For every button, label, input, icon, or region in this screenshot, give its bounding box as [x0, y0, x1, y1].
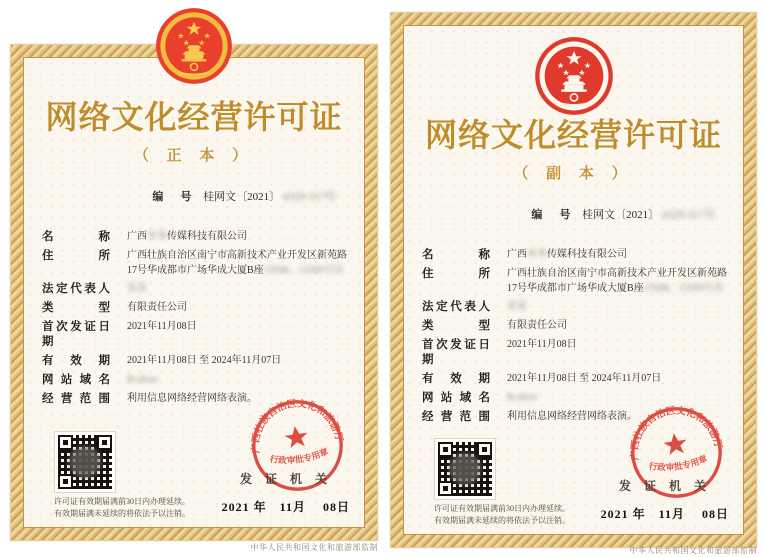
field-value: 某某 — [127, 283, 147, 295]
renewal-note-line2: 有效期届满未延续的将依法予以注销。 — [434, 516, 570, 525]
qr-finder-dot — [443, 486, 448, 491]
field-value: lh.show — [127, 373, 159, 385]
field-row-address — [42, 249, 348, 278]
field-row-legal-rep — [422, 300, 727, 315]
certificate-title: 网络文化经营许可证 — [424, 117, 722, 153]
field-row-type — [422, 319, 727, 334]
field-label: 有效期 — [42, 354, 110, 367]
field-table — [42, 230, 348, 407]
field-value: 2021年11月08日 — [507, 339, 577, 350]
field-value: 2021年11月08日 至 2024年11月07日 — [507, 372, 662, 384]
issue-date: 2021 年 11月 08日 — [221, 500, 350, 514]
license-number-label: 编 号 — [152, 191, 195, 204]
seal-ring-text: 广西壮族自治区文化和旅游厅 — [629, 405, 724, 461]
qr-finder-dot — [63, 440, 68, 445]
license-number-line — [24, 188, 364, 204]
national-emblem-icon — [533, 34, 615, 118]
field-value: 有限责任公司 — [507, 320, 567, 332]
qr-blur-smudge — [68, 445, 102, 479]
certificate-duplicate — [390, 12, 757, 548]
field-label: 首次发证日期 — [422, 339, 490, 366]
license-number-label: 编 号 — [531, 209, 574, 222]
certificate-title: 网络文化经营许可证 — [45, 99, 343, 135]
field-value: 广西壮族自治区南宁市高新技术产业开发区新苑路17号华成都市广场华成大厦B座13508、13509号房 — [127, 250, 347, 276]
qr-finder-icon — [438, 442, 453, 457]
field-value: 利用信息网络经营网络表演。 — [507, 410, 637, 422]
field-label: 住所 — [422, 268, 490, 281]
copy-type-label: （ 副 本 ） — [513, 166, 634, 183]
svg-text:行政审批专用章 — [647, 452, 710, 476]
qr-finder-dot — [63, 479, 68, 484]
qr-code — [434, 438, 496, 500]
field-label: 经营范围 — [42, 392, 110, 405]
qr-finder-icon — [58, 474, 73, 489]
renewal-notes — [54, 496, 190, 520]
field-value: 2021年11月08日 — [127, 321, 197, 332]
field-label: 有效期 — [422, 372, 490, 385]
seal-ring-text: 广西壮族自治区文化和旅游厅 — [250, 398, 345, 454]
field-label: 网站域名 — [42, 373, 110, 386]
field-row-first-issue — [422, 338, 727, 368]
license-number-line — [404, 206, 743, 222]
license-number-prefix: 桂网文〔2021〕 — [203, 191, 281, 204]
certificate-duplicate-inner-frame — [403, 25, 744, 535]
qr-finder-dot — [102, 440, 107, 445]
field-value: 广西米秀传媒科技有限公司 — [507, 249, 627, 261]
svg-text:行政审批专用章 — [268, 445, 331, 469]
field-label: 名称 — [422, 249, 490, 262]
field-value: 利用信息网络经营网络表演。 — [127, 392, 257, 404]
field-row-address — [422, 267, 727, 296]
field-label: 类型 — [422, 320, 490, 333]
seal-star-icon — [662, 432, 688, 456]
certificate-original — [10, 44, 378, 541]
field-label: 类型 — [42, 302, 110, 315]
issue-date: 2021 年 11月 08日 — [600, 507, 729, 521]
field-label: 首次发证日期 — [42, 321, 110, 348]
license-number-redacted: 4329-317号 — [661, 209, 715, 222]
field-row-domain — [42, 373, 348, 388]
field-label: 经营范围 — [422, 410, 490, 423]
renewal-notes — [434, 503, 570, 527]
field-value: 广西壮族自治区南宁市高新技术产业开发区新苑路17号华成都市广场华成大厦B座13508、13509号房 — [507, 268, 727, 294]
field-label: 网站域名 — [422, 391, 490, 404]
qr-finder-dot — [443, 447, 448, 452]
national-emblem-icon — [155, 5, 233, 87]
certificate-original-inner-frame — [23, 57, 365, 528]
field-value: 2021年11月08日 至 2024年11月07日 — [127, 354, 282, 366]
qr-finder-dot — [482, 447, 487, 452]
maker-credit: 中华人民共和国文化和旅游部监制 — [250, 543, 378, 552]
qr-finder-icon — [58, 435, 73, 450]
field-label: 住所 — [42, 250, 110, 263]
qr-code — [54, 431, 116, 493]
field-row-name — [42, 230, 348, 245]
field-table — [422, 248, 727, 425]
field-label: 名称 — [42, 231, 110, 244]
issuer-label: 发 证 机 关 — [239, 472, 332, 486]
seal-inner-text: 行政审批专用章 — [269, 446, 330, 466]
renewal-note-line1: 许可证有效期届满前30日内办理延续。 — [54, 497, 190, 506]
seal-inner-text: 行政审批专用章 — [648, 453, 709, 473]
renewal-note-line1: 许可证有效期届满前30日内办理延续。 — [434, 504, 570, 513]
qr-blur-smudge — [448, 452, 482, 486]
field-label: 法定代表人 — [422, 301, 490, 314]
field-row-validity — [422, 372, 727, 387]
license-number-redacted: 4329-317号 — [282, 191, 336, 204]
field-row-type — [42, 301, 348, 316]
field-value: lh.show — [507, 391, 539, 403]
field-row-name — [422, 248, 727, 263]
field-row-first-issue — [42, 320, 348, 350]
issuer-label: 发 证 机 关 — [618, 479, 711, 493]
qr-finder-icon — [477, 442, 492, 457]
field-value: 有限责任公司 — [127, 302, 187, 314]
field-value: 广西米秀传媒科技有限公司 — [127, 231, 247, 243]
renewal-note-line2: 有效期届满未延续的将依法予以注销。 — [54, 509, 190, 518]
field-row-legal-rep — [42, 282, 348, 297]
copy-type-label: （ 正 本 ） — [133, 148, 255, 165]
license-number-prefix: 桂网文〔2021〕 — [582, 209, 660, 222]
field-value: 某某 — [507, 301, 527, 313]
field-label: 法定代表人 — [42, 283, 110, 296]
qr-finder-icon — [97, 435, 112, 450]
qr-finder-icon — [438, 481, 453, 496]
seal-star-icon — [283, 425, 309, 449]
field-row-validity — [42, 354, 348, 369]
maker-credit: 中华人民共和国文化和旅游部监制 — [629, 546, 757, 555]
